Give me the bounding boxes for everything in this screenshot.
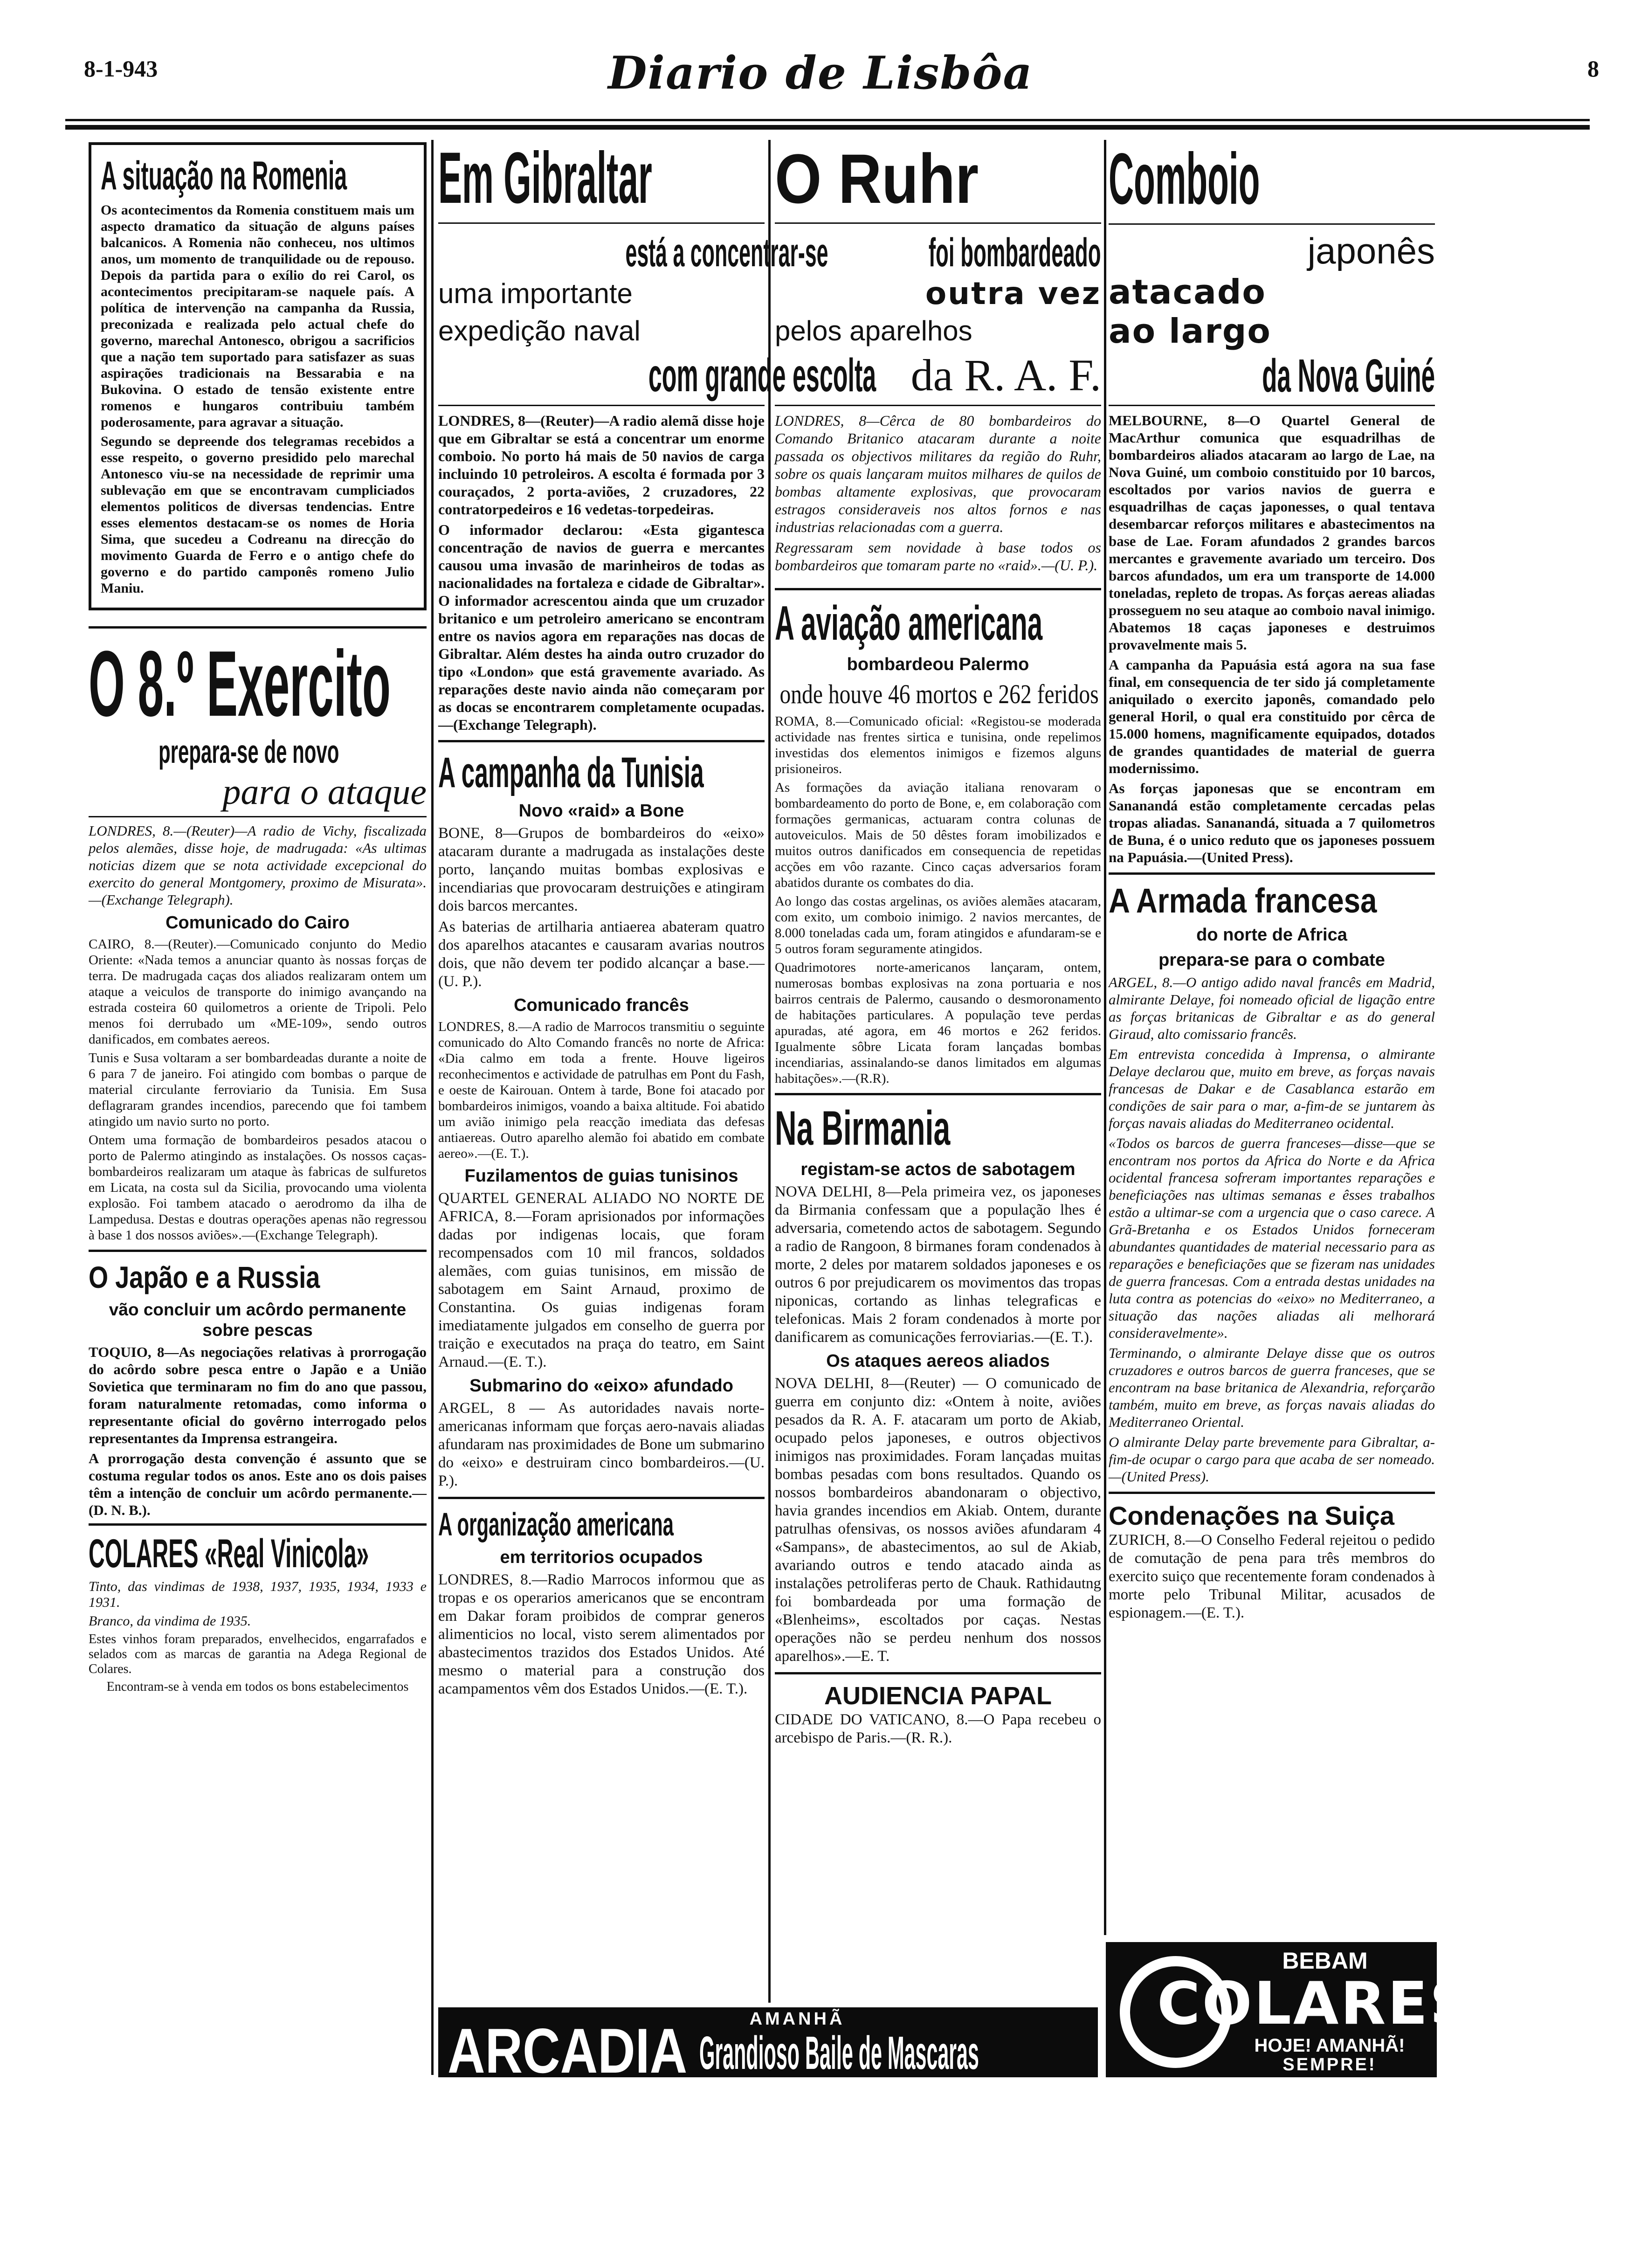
gibraltar-deck-1-wrap (438, 230, 828, 275)
divider (438, 740, 765, 742)
audiencia-paragraph: CIDADE DO VATICANO, 8.—O Papa recebeu o arcebispo de Paris.—(R. R.). (775, 1711, 1101, 1746)
divider (1109, 223, 1435, 225)
ruhr-deck-1: foi bombardeado (929, 230, 1101, 275)
ruhr-deck-2-wrap (775, 275, 1101, 312)
birmania-headline: Na Birmania (775, 1101, 951, 1155)
armada-headline: A Armada francesa (1109, 881, 1377, 920)
suica-article (1109, 1500, 1435, 1622)
cairo-paragraph: Ontem uma formação de bombardeiros pesados atacou o porto de Palermo atingindo as instalações. Os nossos caças-bombardeiros realizaram um ataque às fabricas de sulfuretos em Licata, na costa sul da Sicilia, provocando uma violenta explosão. Foi tambem atacado o aerodromo da ilha de Lampedusa. Destas e doutras operações apenas não regressou à base 1 dos nossos aviões».—(Exchange Telegraph). (89, 1133, 427, 1243)
tunisia-article (438, 749, 765, 1490)
divider (438, 222, 765, 224)
frances-paragraph: LONDRES, 8.—A radio de Marrocos transmitiu o seguinte comunicado do Alto Comando francês no norte de Africa: «Dia calmo em toda a frente. Houve ligeiros reconhecimentos e actividade de patrulhas em Pont du Fash, e oeste de Kairouan. Ontem à tarde, Bone foi atacado por bombardeiros inimigos, voando a baixa altitude. Foi abatido um avião inimigo pela reacção imediata das defesas antiaereas. Outro aparelho alemão foi abatido em combate aereo».—(E. T.). (438, 1019, 765, 1161)
romenia-paragraph: Os acontecimentos da Romenia constituem mais um aspecto dramatico da situação de alguns países balcanicos. A Romenia não conheceu, nos ultimos anos, um momento de tranquilidade ou de repouso. Depois da partida para o exílio do rei Carol, os acontecimentos precipitaram-se naquele país. A política de intervenção na campanha da Russia, preconizada e realizada pelo actual chefe do governo, marechal Antonesco, obrigou a sacrificios que a nação tem suportado para satisfazer as suas aspirações tradicionais na Bessarabia e na Bukovina. O estado de tensão existente entre romenos e hungaros contribuiu também poderosamente, para agravar a situação. (101, 202, 414, 430)
armada-subheadline: do norte de Africa (1196, 925, 1347, 945)
issue-date: 8-1-943 (84, 55, 158, 82)
divider (89, 626, 427, 629)
colares-real-vinicola-ad (89, 1531, 427, 1694)
japao-headline: O Japão e a Russia (89, 1260, 320, 1294)
tunisia-paragraph: BONE, 8—Grupos de bombardeiros do «eixo» atacaram durante a madrugada as instalações deste porto, lançando muitas bombas explosivas e incendiarias que provocaram destruições e atingiram dois barcos mercantes. (438, 825, 765, 914)
birmania-article (775, 1102, 1101, 1666)
comboio-deck-4: da Nova Guiné (1262, 350, 1435, 402)
gibraltar-headline: Em Gibraltar (438, 138, 652, 219)
amanha-line: AMANHÃ (749, 2009, 845, 2029)
sempre-line: SEMPRE! (1282, 2055, 1377, 2074)
ruhr-paragraph: LONDRES, 8—Cêrca de 80 bombardeiros do Comando Britanico atacaram durante a noite passada os objectivos militares da região do Ruhr, sobre os quais lançaram muitos milhares de quilos de bombas altamente explosivas, que provocaram estragos consideraveis nos altos fornos e nas industrias relacionadas com a guerra. (775, 412, 1101, 535)
fuzilamentos-subhead: Fuzilamentos de guias tunisinos (464, 1166, 738, 1186)
gibraltar-deck-3: expedição naval (438, 315, 641, 346)
divider (775, 405, 1101, 406)
ruhr-paragraph: Regressaram sem novidade à base todos os bombardeiros que tomaram parte no «raid».—(U. P.). (775, 539, 1101, 574)
armada-paragraph: O almirante Delay parte brevemente para Gibraltar, a-fim-de ocupar o cargo para que acaba de ser nomeado.—(United Press). (1109, 1434, 1435, 1485)
submarino-subhead: Submarino do «eixo» afundado (469, 1376, 733, 1396)
aviacao-article (775, 597, 1101, 1086)
fuzilamentos-paragraph: QUARTEL GENERAL ALIADO NO NORTE DE AFRICA, 8.—Foram aprisionados por informações dadas por indigenas locais, que foram recompensados com 10 mil francos, soldados alemães, com guias tunisinos, em missão de sabotagem em Saint Arnaud, proximo de Constantina. Os guias indigenas foram imediatamente julgados em conselho de guerra por traição e executados na praça do teatro, em Saint Arnaud.—(E. T.). (438, 1190, 765, 1370)
audiencia-headline: AUDIENCIA PAPAL (824, 1682, 1052, 1710)
colares-ad-line: Estes vinhos foram preparados, envelhecidos, engarrafados e selados com as marcas de garantia na Adega Regional de Colares. (89, 1632, 427, 1676)
masthead (0, 0, 1641, 131)
comboio-deck-4-wrap (1109, 351, 1435, 401)
suica-headline: Condenações na Suiça (1109, 1501, 1395, 1530)
arcadia-ad (438, 2007, 1098, 2086)
organizacao-subheadline: em territorios ocupados (500, 1548, 703, 1567)
armada-article (1109, 881, 1435, 1485)
birmania-subheadline: registam-se actos de sabotagem (800, 1160, 1076, 1179)
divider (89, 1250, 427, 1252)
romenia-headline: A situação na Romenia (101, 153, 347, 198)
masthead-rule (65, 119, 1590, 121)
bebam-line: BEBAM (1282, 1948, 1368, 1974)
colares-ad-title: COLARES «Real Vinicola» (89, 1531, 369, 1576)
column-4 (1109, 138, 1435, 1942)
column-rule (768, 140, 771, 2003)
armada-paragraph: Terminando, o almirante Delaye disse que os outros cruzadores e outros barcos de guerra franceses, que se encontram na base britanica de Alexandria, reforçarão também, muito em breve, as forças navais aliadas do Mediterraneo Oriental. (1109, 1345, 1435, 1430)
ruhr-deck-2: outra vez (925, 276, 1101, 311)
colares-ad-line: Encontram-se à venda em todos os bons estabelecimentos (106, 1680, 409, 1694)
cairo-paragraph: Tunis e Susa voltaram a ser bombardeadas durante a noite de 6 para 7 de janeiro. Foi atingido com bombas o parque de material circulante ferroviario da Tunisia. Em Susa deflagraram grandes incendios, parecendo que foi tambem atingido um navio surto no porto. (89, 1051, 427, 1129)
hoje-amanha-line: HOJE! AMANHÃ! (1254, 2035, 1405, 2056)
exercito-subheadline-2: para o ataque (222, 771, 427, 812)
comboio-headline: Comboio (1109, 138, 1260, 220)
romenia-article (89, 142, 427, 610)
divider (438, 1497, 765, 1499)
aviacao-deck: onde houve 46 mortos e 262 feridos (779, 679, 1099, 709)
tunisia-headline: A campanha da Tunisia (438, 749, 704, 796)
armada-paragraph: Em entrevista concedida à Imprensa, o almirante Delaye declarou que, muito em breve, as forças navais francesas de Dakar e de Casablanca estarão em condições de sair para o mar, a-fim-de se juntarem às forças navais aliadas do Mediterraneo ocidental. (1109, 1046, 1435, 1131)
divider (775, 1672, 1101, 1674)
ruhr-deck-1-wrap (775, 230, 1101, 275)
colares-ad-line: Branco, da vindima de 1935. (89, 1613, 251, 1629)
ruhr-headline: O Ruhr (775, 139, 979, 218)
tunisia-subheadline: Novo «raid» a Bone (518, 801, 684, 821)
divider (89, 1523, 427, 1526)
romenia-paragraph: Segundo se depreende dos telegramas recebidos a esse respeito, o governo presidido pelo marechal Antonesco viu-se na necessidade de reprimir uma sublevação em que se encontravam cumpliciados elementos politicos de diversas tendencias. Entre esses elementos destacam-se os nomes de Horia Sima, que sucedeu a Codreanu na direcção do movimento Guarda de Ferro e o antigo chefe do governo e do partido camponês romeno Julio Maniu. (101, 434, 414, 596)
page-number: 8 (1587, 55, 1599, 82)
organizacao-paragraph: LONDRES, 8.—Radio Marrocos informou que as tropas e os operarios americanos que se encontram em Dakar foram proibidos de comprar generos alimenticios no local, visto serem alimentados por abastecimentos trazidos dos Estados Unidos. Até mesmo o material para a construção dos acampamentos vêm dos Estados Unidos.—(E. T.). (438, 1571, 765, 1697)
ruhr-deck-3: pelos aparelhos (775, 315, 972, 346)
arcadia-name: ARCADIA (448, 2015, 688, 2086)
aviacao-paragraph: ROMA, 8.—Comunicado oficial: «Registou-se moderada actividade nas frentes sirtica e tunisina, onde repelimos investidas dos elementos inimigos e fizemos alguns prisioneiros. (775, 714, 1101, 776)
colares-ad-line: Tinto, das vindimas de 1938, 1937, 1935, 1934, 1933 e 1931. (89, 1579, 427, 1610)
column-rule (431, 140, 434, 2075)
column-3 (775, 139, 1101, 1998)
arcadia-event-wrap (699, 2027, 1399, 2079)
comboio-article (1109, 139, 1435, 866)
cairo-paragraph: CAIRO, 8.—(Reuter).—Comunicado conjunto do Medio Oriente: «Nada temos a anunciar quanto às nossas forças de terra. De madrugada caças dos aliados realizaram ontem um ataque a veiculos de transporte do inimigo avançando na estrada costeira 60 quilometros a oriente de Tripoli. Pelo menos foi derrubado um «ME-109», sendo outros danificados, em combates aereos. (89, 937, 427, 1047)
japao-paragraph: TOQUIO, 8—As negociações relativas à prorrogação do acôrdo sobre pesca entre o Japão e a União Sovietica que terminaram no fim do ano que passou, foram naturalmente retomadas, como informa o representante oficial do govêrno interrogado pelos representantes da Imprensa estrangeira. (89, 1344, 427, 1446)
divider (438, 405, 765, 406)
suica-paragraph: ZURICH, 8.—O Conselho Federal rejeitou o pedido de comutação de pena para três membros do exercito suiço que recentemente foram condenados à morte pelo Tribunal Militar, acusados de espionagem.—(E. T.). (1109, 1532, 1435, 1621)
gibraltar-paragraph: O informador declarou: «Esta gigantesca concentração de navios de guerra e mercantes causou uma invasão de marinheiros de todas as nacionalidades na fortaleza e cidade de Gibraltar». O informador acrescentou ainda que um cruzador britanico e um petroleiro americano se encontram entre os navios agora em reparações nas docas de Gibraltar. Além destes ha ainda outro cruzador do tipo «London» que está gravemente avariado. As reparações deste navio ainda não começaram por as docas se encontrarem completamente ocupadas.—(Exchange Telegraph). (438, 521, 765, 733)
cairo-subhead: Comunicado do Cairo (165, 913, 350, 933)
colares-line: COLARES (1157, 1969, 1474, 2038)
organizacao-article (438, 1506, 765, 1698)
column-rule (1104, 140, 1106, 1935)
comboio-paragraph: MELBOURNE, 8—O Quartel General de MacArthur comunica que esquadrilhas de bombardeiros aliados atacaram ao largo de Lae, na Nova Guiné, um comboio constituido por 10 barcos, escoltados por varios navios de guerra e esquadrilhas de caças japonesses, o qual tentava desembarcar reforços militares e abastecimentos na base de Lae. Foram afundados 2 grandes barcos mercantes e gravemente avariado um terceiro. Dos barcos afundados, um era um transporte de 14.000 toneladas, repleto de tropas. As forças aereas aliadas prosseguem no seu ataque ao comboio naval inimigo. Abatemos 18 caças japoneses e destruimos provavelmente mais 5. (1109, 412, 1435, 653)
japao-article (89, 1258, 427, 1519)
divider (1109, 872, 1435, 875)
gibraltar-deck-4: com grande escolta (648, 349, 876, 401)
organizacao-headline: A organização americana (438, 1506, 674, 1542)
ataques-paragraph: NOVA DELHI, 8—(Reuter) — O comunicado de guerra em conjunto diz: «Ontem à noite, aviões pesados da R. A. F. atacaram um porto de Akiab, ocupado pelos japoneses, e outros objectivos inimigos nas proximidades. Foram lançadas muitas bombas pesadas com bons resultados. Quando os nossos bombardeiros abandonaram o objectivo, havia grandes incendios em Akiab. Ontem, durante patrulhas ofensivas, os nossos aviões afundaram 4 «Sampans», de abastecimentos, ao sul de Akiab, avariando outros e tendo atacado ainda as instalações petroliferas perto de Chauk. Rathidautng foi bombardeada por uma formação de «Blenheims», escoltados por caças. Nestas operações não se perdeu nenhum dos nossos aparelhos».—E. T. (775, 1375, 1101, 1665)
divider (775, 1093, 1101, 1095)
exercito-article (89, 632, 427, 1243)
arcadia-event: Grandioso Baile de Mascaras (699, 2027, 979, 2079)
comboio-deck-1: japonês (1307, 230, 1435, 271)
divider (775, 222, 1101, 224)
aviacao-paragraph: Ao longo das costas argelinas, os aviões alemães atacaram, com exito, um comboio inimigo. 2 navios mercantes, de 8.000 toneladas cada um, foram atingidos e afundaram-se e 5 outros foram seguramente atingidos. (775, 894, 1101, 956)
gibraltar-deck-4-wrap (438, 349, 876, 401)
japao-subheadline: vão concluir um acôrdo permanente sobre pescas (109, 1300, 407, 1340)
gibraltar-deck-1: está a concentrar-se (625, 230, 828, 275)
comboio-paragraph: A campanha da Papuásia está agora na sua fase final, em consequencia de ter sido já completamente aniquilado o exercito japonês, comandado pelo general Horil, o qual era constituido por cêrca de 15.000 homens, magnificamente equipados, dotados de grandes quantidades de material de guerra modernissimo. (1109, 657, 1435, 776)
japao-paragraph: A prorrogação desta convenção é assunto que se costuma regular todos os anos. Este ano os dois paises têm a intenção de concluir um acôrdo permanente.—(D. N. B.). (89, 1450, 427, 1518)
divider (775, 588, 1101, 590)
divider (1109, 1492, 1435, 1494)
audiencia-article (775, 1681, 1101, 1747)
ruhr-deck-4: da R. A. F. (910, 350, 1101, 400)
ataques-subhead: Os ataques aereos aliados (826, 1351, 1050, 1371)
comboio-deck-3: ao largo (1109, 311, 1271, 351)
tunisia-paragraph: As baterias de artilharia antiaerea abateram quatro dos aparelhos atacantes e causaram avarias noutros dois, que não devem ter podido alcançar a base.—(U. P.). (438, 919, 765, 990)
armada-subheadline-2: prepara-se para o combate (1158, 950, 1385, 970)
ruhr-article (775, 139, 1101, 574)
divider (89, 816, 427, 817)
gibraltar-paragraph: LONDRES, 8—(Reuter)—A radio alemã disse hoje que em Gibraltar se está a concentrar um enorme comboio. No porto há mais de 50 navios de carga incluindo 10 petroleiros. A escolta é formada por 3 couraçados, 2 porta-aviões, 2 cruzadores, 22 contratorpedeiros e 16 vedetas-torpedeiras. (438, 412, 765, 518)
submarino-paragraph: ARGEL, 8 — As autoridades navais norte-americanas informam que forças aero-navais aliadas afundaram nas proximidades de Bone um submarino do «eixo» e destruiram cinco bombardeiros.—(U. P.). (438, 1400, 765, 1489)
newspaper-title: Diario de Lisbôa (608, 47, 1033, 99)
comboio-deck-2: atacado (1109, 272, 1266, 311)
aviacao-subheadline: bombardeou Palermo (847, 655, 1029, 674)
column-1 (89, 142, 427, 2091)
comboio-paragraph: As forças japonesas que se encontram em Sananandá estão completamente cercadas pelas tropas aliadas. Sananandá, situada a 7 quilometros de Buna, é o unico reduto que os japoneses possuem na Papuásia.—(United Press). (1109, 780, 1435, 865)
exercito-headline: O 8.º Exercito (89, 632, 391, 736)
exercito-lead: LONDRES, 8.—(Reuter)—A radio de Vichy, fiscalizada pelos alemães, disse hoje, de madrugada: «As ultimas noticias dizem que se nota actividade excepcional do exercito do general Montgomery, proximo de Misurata».—(Exchange Telegraph). (89, 823, 427, 908)
armada-paragraph: ARGEL, 8.—O antigo adido naval francês em Madrid, almirante Delaye, foi nomeado oficial de ligação entre as forças britanicas de Gibraltar e as do general Giraud, alto comissario francês. (1109, 974, 1435, 1042)
birmania-paragraph: NOVA DELHI, 8—Pela primeira vez, os japoneses da Birmania confessam que a população lhes é adversaria, cometendo actos de sabotagem. Segundo a radio de Rangoon, 8 birmanes foram condenados à morte, 2 deles por matarem soldados japoneses e os outros 6 por prejudicarem os movimentos das tropas niponicas, cortando as linhas telegraficas e telefonicas. Mais 2 foram condenados à morte por danificarem as comunicações ferroviarias.—(E. T.). (775, 1183, 1101, 1346)
divider (1109, 405, 1435, 406)
exercito-subheadline: prepara-se de novo (159, 733, 339, 770)
aviacao-paragraph: Quadrimotores norte-americanos lançaram, ontem, numerosas bombas explosivas na zona portuaria e nos bairros centrais de Palermo, causando o desmoronamento de habitações particulares. A população teve perdas apuradas, até agora, em 46 mortos e 262 feridos. Igualmente sôbre Licata foram lançadas bombas incendiarias, assinalando-se danos limitados em algumas habitações».—(R.R). (775, 960, 1101, 1086)
aviacao-headline: A aviação americana (775, 596, 1043, 650)
gibraltar-deck-2: uma importante (438, 278, 633, 309)
frances-subhead: Comunicado francês (514, 996, 689, 1015)
masthead-rule-thick (65, 125, 1590, 130)
aviacao-paragraph: As formações da aviação italiana renovaram o bombardeamento do porto de Bone, e, em colaboração com formações germanicas, actuaram contra colunas de autoveiculos. Mais de 50 dêstes foram imobilizados e muitos outros danificados em consequencia de repetidas acções em vôo razante. Cinco caças adversarios foram abatidos durante os combates do dia. (775, 780, 1101, 890)
armada-paragraph: «Todos os barcos de guerra franceses—disse—que se encontram nos portos da Africa do Norte e da Africa ocidental francesa sofreram importantes reparações e beneficiações nas ultimas semanas e êsses trabalhos estão a ultimar-se com a urgencia que o caso carece. A Grã-Bretanha e os Estados Unidos forneceram abundantes quantidades de material necessario para as reparações e beneficiações que se fizeram nas unidades de guerra francesas. Com a entrada destas unidades na luta contra as potencias do «eixo» no Mediterraneo, a situação das nações aliadas ali melhorará consideravelmente». (1109, 1135, 1435, 1341)
